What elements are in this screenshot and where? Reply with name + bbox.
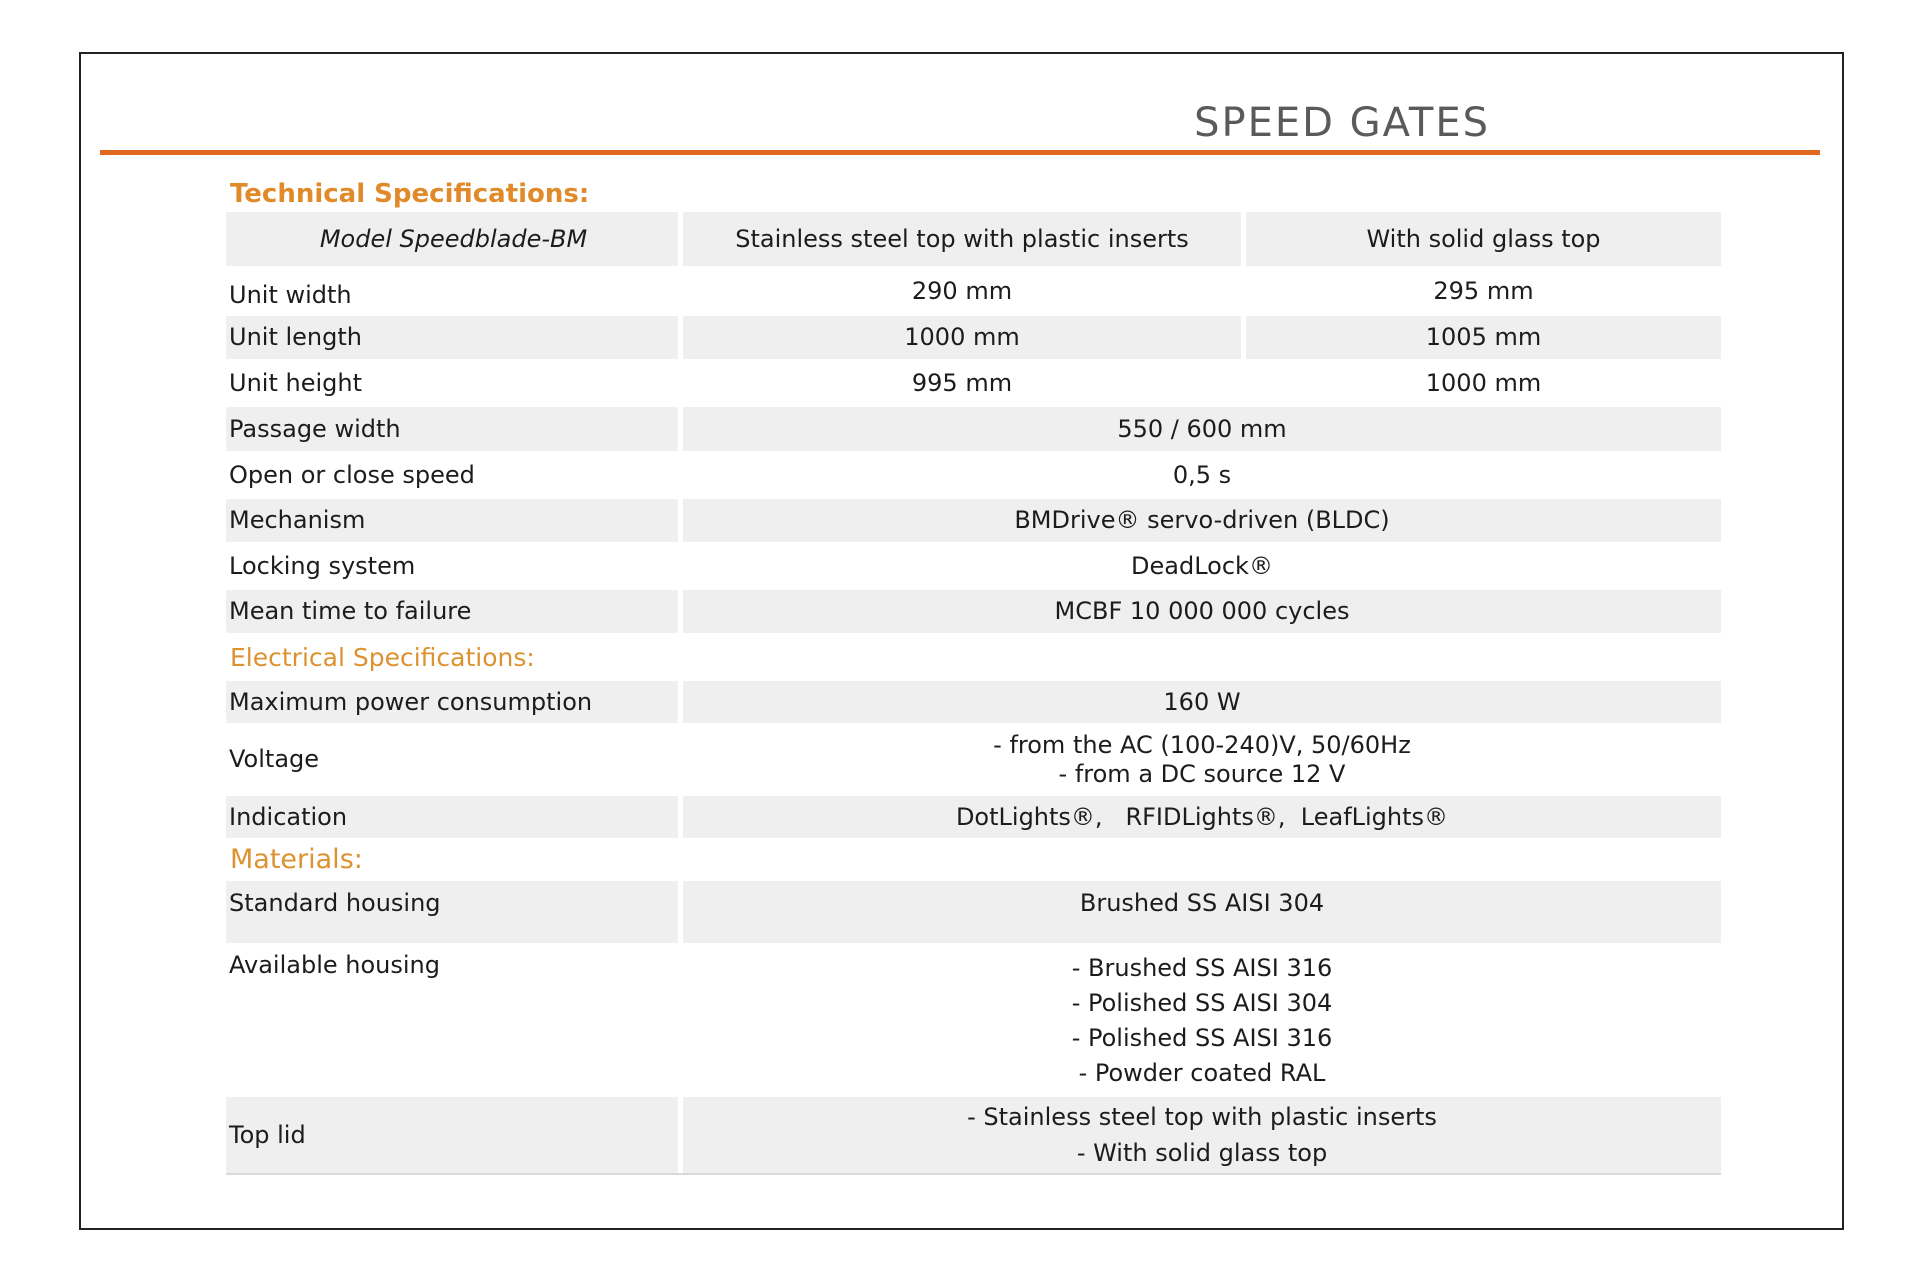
row-value: 1000 mm: [1425, 368, 1542, 397]
row-value: 550 / 600 mm: [683, 407, 1721, 451]
row-label: Mechanism: [226, 499, 678, 542]
row-label: Voltage: [229, 745, 320, 774]
value-line: - Brushed SS AISI 316: [1071, 954, 1333, 982]
table-row: [226, 316, 1721, 359]
table-row: [226, 407, 1721, 451]
row-label: Passage width: [226, 407, 678, 451]
row-value: Brushed SS AISI 304: [683, 881, 1721, 943]
table-row: [226, 943, 1721, 1097]
row-label: Indication: [226, 796, 678, 838]
row-value: 1000 mm: [683, 316, 1241, 359]
row-value: DeadLock®: [1131, 551, 1273, 580]
table-row: [226, 1097, 1721, 1173]
technical-specifications-heading: Technical Specifications:: [230, 179, 590, 209]
row-value: BMDrive® servo-driven (BLDC): [683, 499, 1721, 542]
steel-top-column-header: Stainless steel top with plastic inserts: [683, 212, 1241, 266]
materials-heading: Materials:: [230, 844, 363, 875]
row-value: 1005 mm: [1246, 316, 1721, 359]
table-row: [226, 359, 1721, 407]
row-value: 995 mm: [911, 368, 1013, 397]
row-value: 290 mm: [911, 276, 1013, 305]
row-value: [683, 1097, 1721, 1173]
table-row: [226, 590, 1721, 633]
row-value: MCBF 10 000 000 cycles: [683, 590, 1721, 633]
row-value: 160 W: [683, 681, 1721, 723]
page-title: SPEED GATES: [1194, 100, 1490, 146]
row-label: Locking system: [229, 551, 416, 580]
value-line: - Powder coated RAL: [1078, 1059, 1326, 1087]
table-row: [226, 723, 1721, 796]
row-value: 295 mm: [1433, 276, 1534, 305]
row-label: Unit height: [229, 368, 362, 397]
value-line: - With solid glass top: [1076, 1139, 1328, 1167]
row-value: [683, 943, 1721, 1097]
spec-sheet: [226, 176, 1721, 1175]
row-value: [683, 723, 1721, 796]
table-row: [226, 681, 1721, 723]
table-row: [226, 796, 1721, 838]
row-label: Unit width: [229, 280, 352, 309]
glass-top-column-header: With solid glass top: [1246, 212, 1721, 266]
table-row: [226, 266, 1721, 316]
table-row: [226, 542, 1721, 590]
row-label: Standard housing: [226, 881, 678, 943]
table-bottom-rule: [226, 1173, 1721, 1175]
value-line: - Stainless steel top with plastic inserts: [967, 1103, 1437, 1131]
value-line: - from a DC source 12 V: [1058, 759, 1346, 788]
value-line: - Polished SS AISI 316: [1071, 1024, 1333, 1052]
value-line: - from the AC (100-240)V, 50/60Hz: [993, 730, 1411, 759]
table-row: [226, 451, 1721, 499]
header-divider: [100, 150, 1820, 155]
table-row: [226, 499, 1721, 542]
table-row: [226, 881, 1721, 943]
model-column-header: Model Speedblade-BM: [226, 212, 678, 266]
row-label: Unit length: [226, 316, 678, 359]
row-label: Top lid: [226, 1097, 678, 1173]
value-line: - Polished SS AISI 304: [1071, 989, 1333, 1017]
row-label: Maximum power consumption: [226, 681, 678, 723]
table-header-row: [226, 212, 1721, 266]
row-label: Available housing: [229, 951, 440, 979]
row-value: 0,5 s: [1172, 460, 1232, 489]
electrical-specifications-heading: Electrical Specifications:: [230, 642, 535, 672]
row-label: Open or close speed: [229, 460, 475, 489]
row-value: DotLights®, RFIDLights®, LeafLights®: [683, 796, 1721, 838]
row-label: Mean time to failure: [226, 590, 678, 633]
